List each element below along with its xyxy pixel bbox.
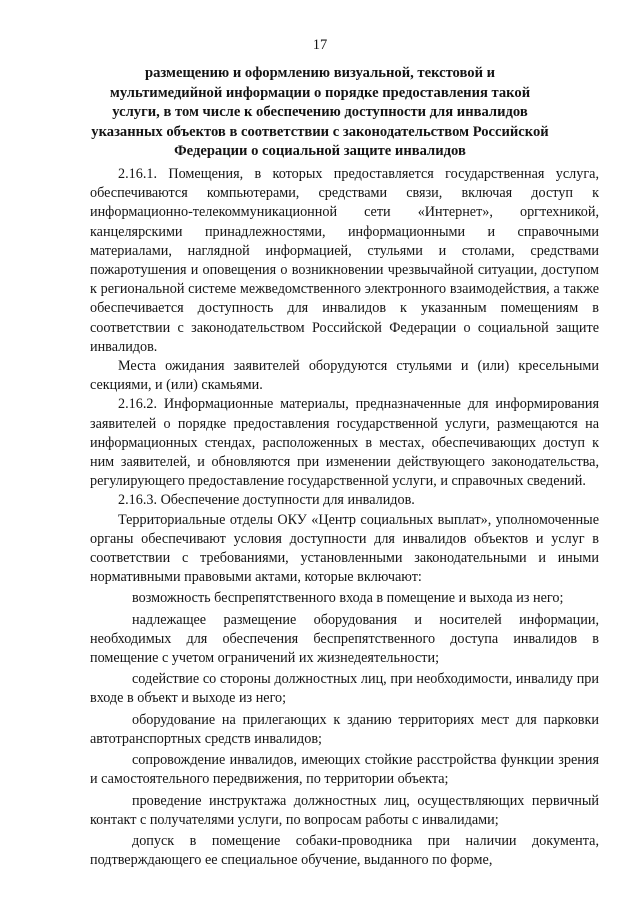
list-item: содействие со стороны должностных лиц, при необходимости, инвалиду при входе в объект и выходе из него; (90, 671, 599, 707)
list-item: надлежащее размещение оборудования и носителей информации, необходимых для обеспечения беспрепятственного доступа инвалидов в помещение с учетом ограничений их жизнедеятельности; (90, 611, 599, 667)
paragraph-2-16-1: 2.16.1. Помещения, в которых предоставляется государственная услуга, обеспечиваются компьютерами, средствами связи, включая доступ к информационно-телекоммуникационной сети «Интернет», оргтехникой, канцелярскими принадлежностями, информационными и справочными материалами, наглядной информацией, стульями и столами, средствами пожаротушения и оповещения о возникновении чрезвычайной ситуации, доступом к региональной системе межведомственного электронного взаимодействия, а также обеспечивается доступность для инвалидов к указанным помещениям в соответствии с законодательством Российской Федерации о социальной защите инвалидов. (90, 166, 599, 355)
paragraph-2-16-2: 2.16.2. Информационные материалы, предназначенные для информирования заявителей о порядке предоставления государственной услуги, размещаются на информационных стендах, расположенных в местах, обеспечивающих доступ к ним заявителей, и обновляются при изменении действующего законодательства, регулирующего предоставление государственной услуги, и справочных сведений. (90, 396, 599, 490)
page-number: 17 (312, 37, 328, 53)
paragraph-territorial-offices: Территориальные отделы ОКУ «Центр социальных выплат», уполномоченные органы обеспечивают условия доступности для инвалидов объектов и услуг в соответствии с требованиями, установленными законодательными и иными нормативными правовыми актами, которые включают: (90, 511, 599, 586)
list-item: допуск в помещение собаки-проводника при наличии документа, подтверждающего ее специальное обучение, выданного по форме, (90, 832, 599, 869)
list-item: проведение инструктажа должностных лиц, осуществляющих первичный контакт с получателями услуги, по вопросам работы с инвалидами; (90, 792, 599, 828)
paragraph-2-16-3: 2.16.3. Обеспечение доступности для инвалидов. (118, 492, 415, 509)
list-item: возможность беспрепятственного входа в помещение и выхода из него; (132, 590, 564, 607)
list-item: оборудование на прилегающих к зданию территориях мест для парковки автотранспортных средств инвалидов; (90, 711, 599, 747)
document-body (90, 165, 599, 870)
section-heading: размещению и оформлению визуальной, текстовой и мультимедийной информации о порядке предоставления такой услуги, в том числе к обеспечению доступности для инвалидов указанных объектов в соответствии с законодательством Российской Федерации о социальной защите инвалидов (91, 65, 549, 159)
paragraph-waiting-areas: Места ожидания заявителей оборудуются стульями и (или) кресельными секциями, и (или) скамьями. (90, 358, 599, 394)
list-item: сопровождение инвалидов, имеющих стойкие расстройства функции зрения и самостоятельного передвижения, по территории объекта; (90, 752, 599, 788)
